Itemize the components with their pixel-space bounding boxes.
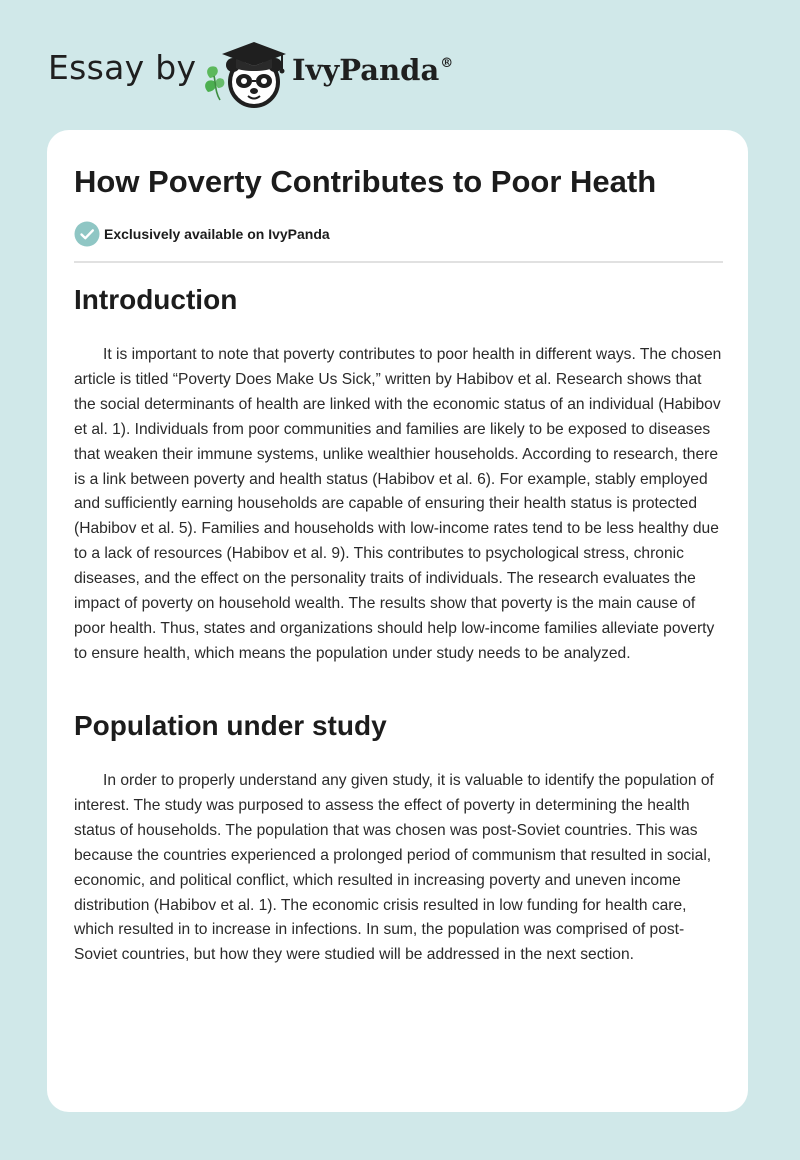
essay-card xyxy=(47,130,748,1112)
population-heading: Population under study xyxy=(74,710,387,741)
essay-by-label: Essay by xyxy=(48,48,197,87)
population-paragraph: In order to properly understand any given study, it is valuable to identify the population of interest. The study was purposed to assess the effect of poverty in determining the health status of households. The population that was chosen was post-Soviet countries. This was because the countries experienced a prolonged period of communism that resulted in social, economic, and political conflict, which resulted in increasing poverty and uneven income distribution (Habibov et al. 1). The economic crisis resulted in low funding for health care, which resulted in to increase in infections. In sum, the population was comprised of post-Soviet countries, but how they were studied will be addressed in the next section. xyxy=(74,772,714,964)
check-circle-icon xyxy=(74,221,100,247)
panda-graduation-cap-icon[interactable] xyxy=(202,36,290,112)
title-divider xyxy=(74,261,723,263)
brand-name-text: IvyPanda xyxy=(292,53,440,87)
exclusive-badge xyxy=(74,221,330,247)
exclusive-badge-label: Exclusively available on IvyPanda xyxy=(104,226,330,242)
site-header xyxy=(48,36,488,112)
page-title: How Poverty Contributes to Poor Heath xyxy=(74,164,657,199)
introduction-heading: Introduction xyxy=(74,284,238,315)
brand-name[interactable] xyxy=(292,53,453,87)
registered-mark: ® xyxy=(440,56,454,72)
introduction-paragraph: It is important to note that poverty contributes to poor health in different ways. The chosen article is titled “Poverty Does Make Us Sick,” written by Habibov et al. Research shows that the social determinants of health are linked with the economic status of an individual (Habibov et al. 1). Individuals from poor communities and families are likely to be exposed to diseases that weaken their immune systems, unlike wealthier households. According to research, there is a link between poverty and health status (Habibov et al. 6). For example, stably employed and sufficiently earning households are capable of ensuring their health status is protected (Habibov et al. 5). Families and households with low-income rates tend to be less healthy due to a lack of resources (Habibov et al. 9). This contributes to psychological stress, chronic diseases, and the effect on the personality traits of individuals. The research evaluates the impact of poverty on household wealth. The results show that poverty is the main cause of poor health. Thus, states and organizations should help low-income families alleviate poverty to ensure health, which means the population under study needs to be analyzed. xyxy=(74,346,722,662)
